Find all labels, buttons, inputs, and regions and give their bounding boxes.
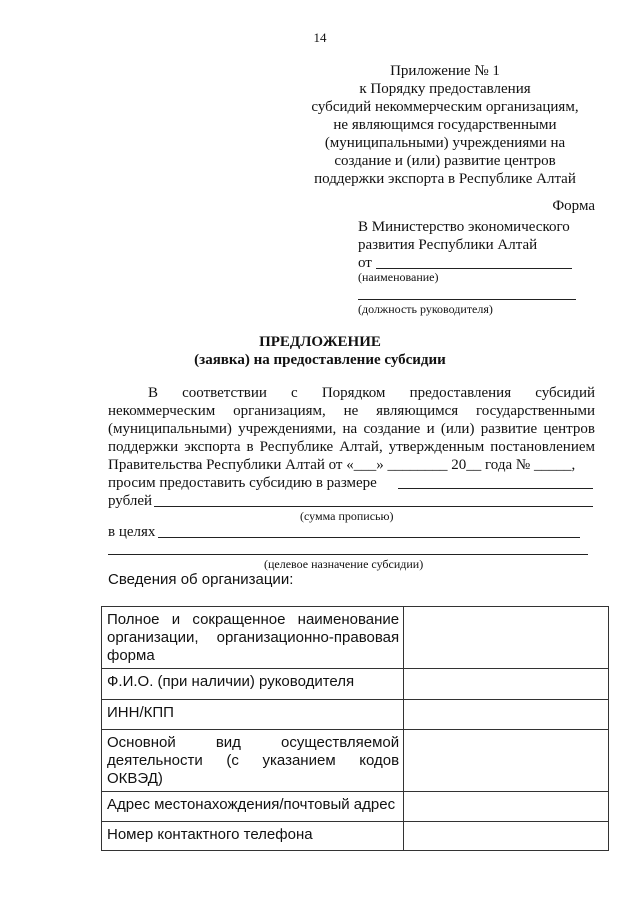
row-value-activity[interactable] <box>404 730 609 792</box>
row-value-inn[interactable] <box>404 700 609 730</box>
row-value-full-name[interactable] <box>404 607 609 669</box>
row-label-phone: Номер контактного телефона <box>102 822 404 851</box>
appendix-line: создание и (или) развитие центров <box>334 153 556 169</box>
position-caption: (должность руководителя) <box>358 302 493 316</box>
org-info-table <box>101 606 609 851</box>
appendix-heading <box>300 62 590 188</box>
rub-label: рублей <box>108 493 153 509</box>
document-title: ПРЕДЛОЖЕНИЕ <box>259 334 381 350</box>
table-row <box>102 607 609 669</box>
appendix-line: субсидий некоммерческим организациям, <box>311 99 579 115</box>
paragraph-text: В соответствии с Порядком предоставления субсидий некоммерческим организациям, не являющимся государственными (муниципальными) учреждениями, на создание и (или) развитие центров поддержки экспорта в Республике Алтай, утвержденным постановлением Правительства Республики Алтай от «___» ________ 20__ года № _____, <box>108 385 595 473</box>
sum-caption: (сумма прописью) <box>300 509 394 523</box>
purpose-label: в целях <box>108 524 156 540</box>
row-value-director[interactable] <box>404 669 609 700</box>
appendix-line: поддержки экспорта в Республике Алтай <box>314 171 576 187</box>
document-subtitle: (заявка) на предоставление субсидии <box>194 352 446 368</box>
appendix-line: Приложение № 1 <box>390 63 500 79</box>
row-value-phone[interactable] <box>404 822 609 851</box>
table-row <box>102 822 609 851</box>
appendix-line: (муниципальными) учреждениями на <box>324 135 566 151</box>
appendix-line: не являющимся государственными <box>333 117 557 133</box>
addressee-from-label: от <box>358 255 372 271</box>
table-row <box>102 792 609 822</box>
appendix-line: к Порядку предоставления <box>359 81 531 97</box>
table-row <box>102 730 609 792</box>
addressee-name-field[interactable] <box>376 268 572 269</box>
purpose-field[interactable] <box>158 537 580 538</box>
addressee-line-1: В Министерство экономического <box>358 219 570 235</box>
purpose-field-2[interactable] <box>108 554 588 555</box>
purpose-caption: (целевое назначение субсидии) <box>264 557 424 571</box>
row-value-address[interactable] <box>404 792 609 822</box>
amount-field[interactable] <box>398 488 593 489</box>
body-paragraph <box>108 384 595 474</box>
org-info-label: Сведения об организации: <box>108 571 294 588</box>
request-line: просим предоставить субсидию в размере <box>108 475 377 491</box>
addressee-line-2: развития Республики Алтай <box>358 237 538 253</box>
row-label-activity: Основной вид осуществляемой деятельности (с указанием кодов ОКВЭД) <box>102 730 404 792</box>
row-label-inn: ИНН/КПП <box>102 700 404 730</box>
table-row <box>102 700 609 730</box>
form-label: Форма <box>552 198 595 214</box>
name-caption: (наименование) <box>358 270 439 284</box>
table-row <box>102 669 609 700</box>
amount-words-field[interactable] <box>154 506 593 507</box>
addressee-position-field[interactable] <box>358 299 576 300</box>
page-number: 14 <box>313 30 327 45</box>
row-label-director: Ф.И.О. (при наличии) руководителя <box>102 669 404 700</box>
row-label-full-name: Полное и сокращенное наименование организации, организационно-правовая форма <box>102 607 404 669</box>
row-label-address: Адрес местонахождения/почтовый адрес <box>102 792 404 822</box>
